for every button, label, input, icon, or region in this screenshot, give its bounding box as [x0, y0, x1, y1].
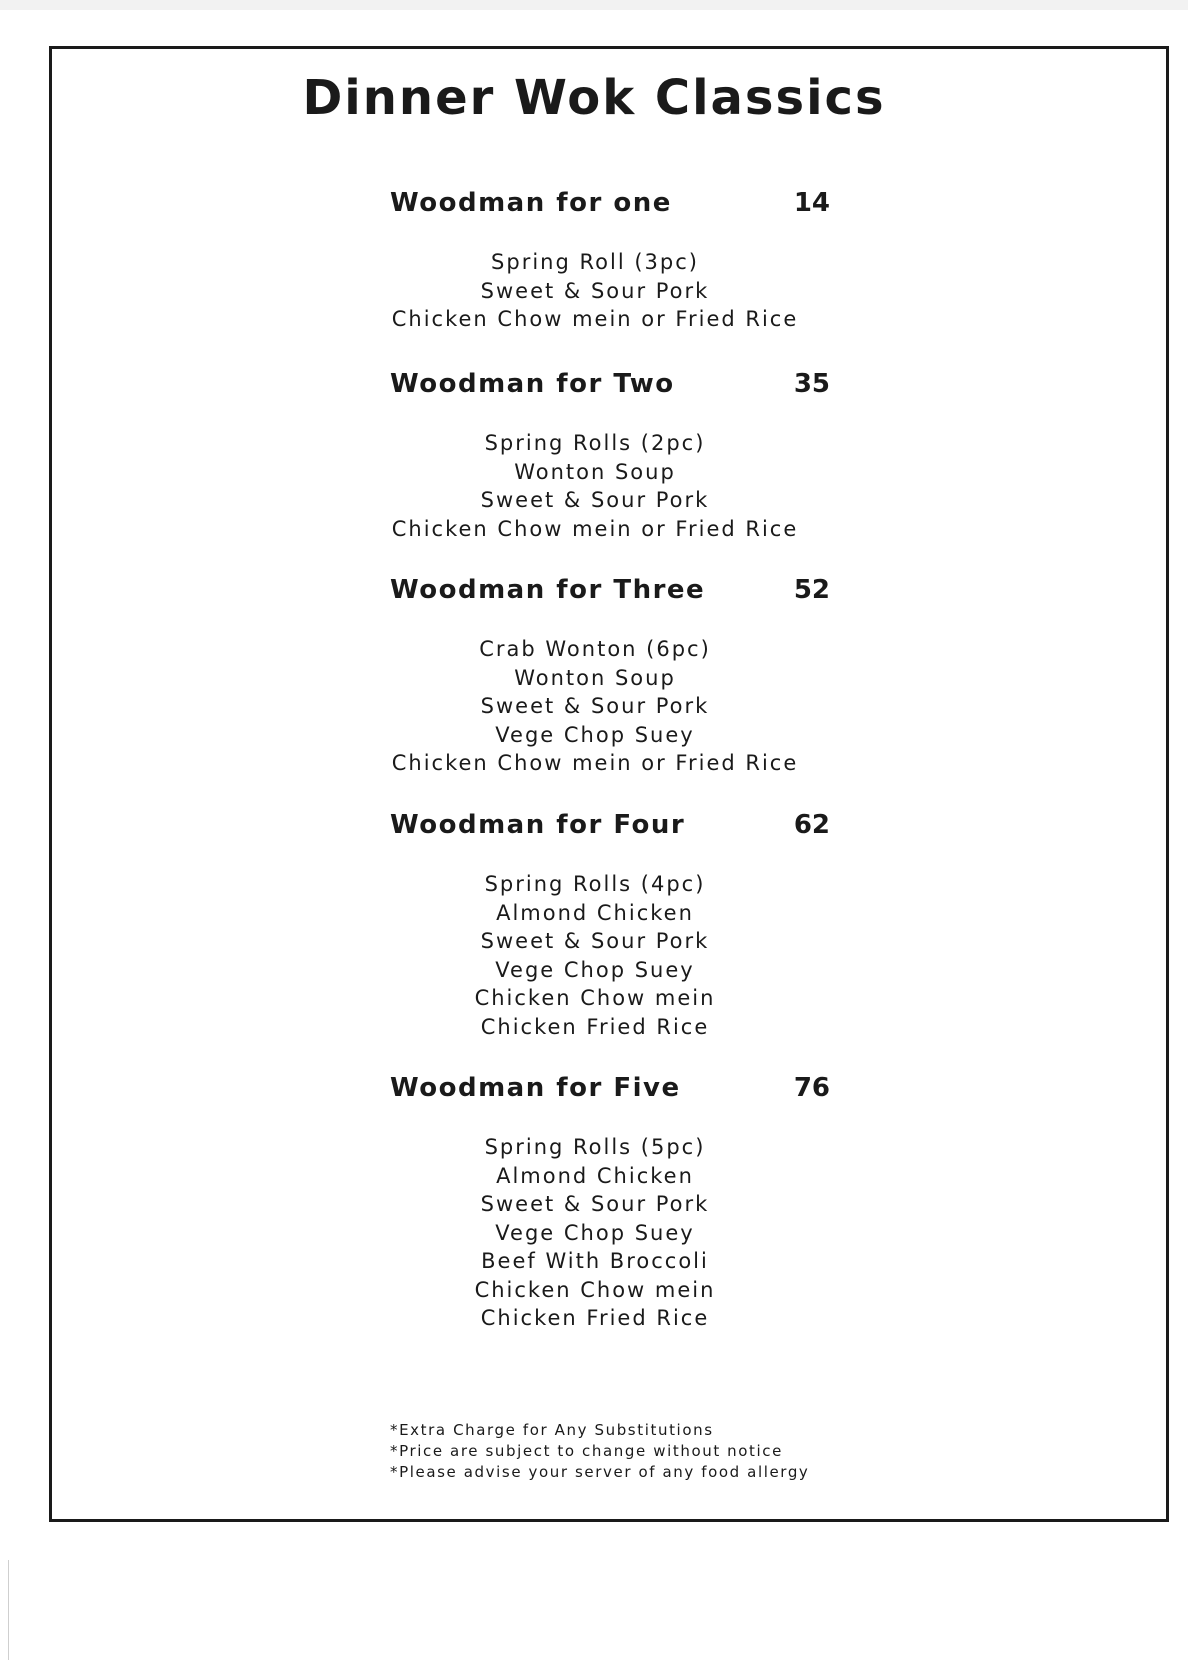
section-item-list	[375, 429, 815, 543]
menu-item: Chicken Chow mein	[474, 1277, 716, 1302]
section-name: Woodman for one	[390, 188, 672, 218]
section-name: Woodman for Five	[390, 1073, 681, 1103]
section-price: 14	[793, 188, 830, 218]
section-header	[390, 1073, 830, 1113]
menu-section-for-two	[390, 369, 830, 543]
menu-item: Vege Chop Suey	[495, 1220, 695, 1245]
menu-item: Spring Roll (3pc)	[491, 250, 699, 274]
section-item-list	[375, 248, 815, 334]
menu-item: Spring Rolls (2pc)	[484, 431, 706, 455]
menu-section-for-three	[390, 575, 830, 778]
menu-item: Wonton Soup	[514, 665, 676, 690]
menu-item: Almond Chicken	[496, 1163, 694, 1188]
section-header	[390, 810, 830, 850]
menu-item: Sweet & Sour Pork	[480, 929, 710, 953]
section-price: 35	[793, 369, 830, 399]
menu-item: Chicken Fried Rice	[480, 1014, 710, 1039]
section-price: 52	[793, 575, 830, 605]
menu-item: Sweet & Sour Pork	[480, 488, 710, 512]
section-name: Woodman for Two	[390, 369, 675, 399]
menu-item: Almond Chicken	[496, 900, 694, 925]
section-header	[390, 369, 830, 409]
menu-item: Spring Rolls (4pc)	[484, 872, 706, 896]
footnote: *Extra Charge for Any Substitutions	[390, 1421, 714, 1439]
menu-item: Chicken Chow mein or Fried Rice	[391, 307, 799, 331]
footnotes	[390, 1420, 809, 1483]
menu-item: Chicken Chow mein	[474, 986, 716, 1010]
page-top-edge	[0, 0, 1188, 10]
menu-item: Chicken Chow mein or Fried Rice	[391, 751, 799, 775]
menu-item: Vege Chop Suey	[495, 957, 695, 982]
menu-item: Chicken Fried Rice	[480, 1306, 710, 1330]
menu-section-for-one	[390, 188, 830, 334]
menu-item: Beef With Broccoli	[481, 1249, 709, 1273]
menu-item: Chicken Chow mein or Fried Rice	[391, 516, 799, 541]
menu-section-for-five	[390, 1073, 830, 1333]
menu-item: Spring Rolls (5pc)	[484, 1135, 706, 1159]
section-price: 62	[793, 810, 830, 840]
menu-title: Dinner Wok Classics	[302, 70, 886, 126]
menu-item: Vege Chop Suey	[495, 722, 695, 747]
footnote: *Please advise your server of any food allergy	[390, 1463, 810, 1481]
menu-item: Crab Wonton (6pc)	[479, 637, 711, 661]
section-header	[390, 188, 830, 228]
section-header	[390, 575, 830, 615]
section-name: Woodman for Four	[390, 810, 686, 840]
section-item-list	[375, 1133, 815, 1333]
menu-item: Sweet & Sour Pork	[480, 694, 710, 718]
menu-item: Wonton Soup	[514, 459, 676, 484]
menu-item: Sweet & Sour Pork	[480, 278, 710, 303]
footnote: *Price are subject to change without notice	[390, 1442, 783, 1460]
section-item-list	[375, 635, 815, 778]
menu-section-for-four	[390, 810, 830, 1041]
section-price: 76	[793, 1073, 830, 1103]
scan-edge-mark	[8, 1560, 9, 1660]
section-item-list	[375, 870, 815, 1041]
section-name: Woodman for Three	[390, 575, 706, 605]
menu-item: Sweet & Sour Pork	[480, 1192, 710, 1216]
